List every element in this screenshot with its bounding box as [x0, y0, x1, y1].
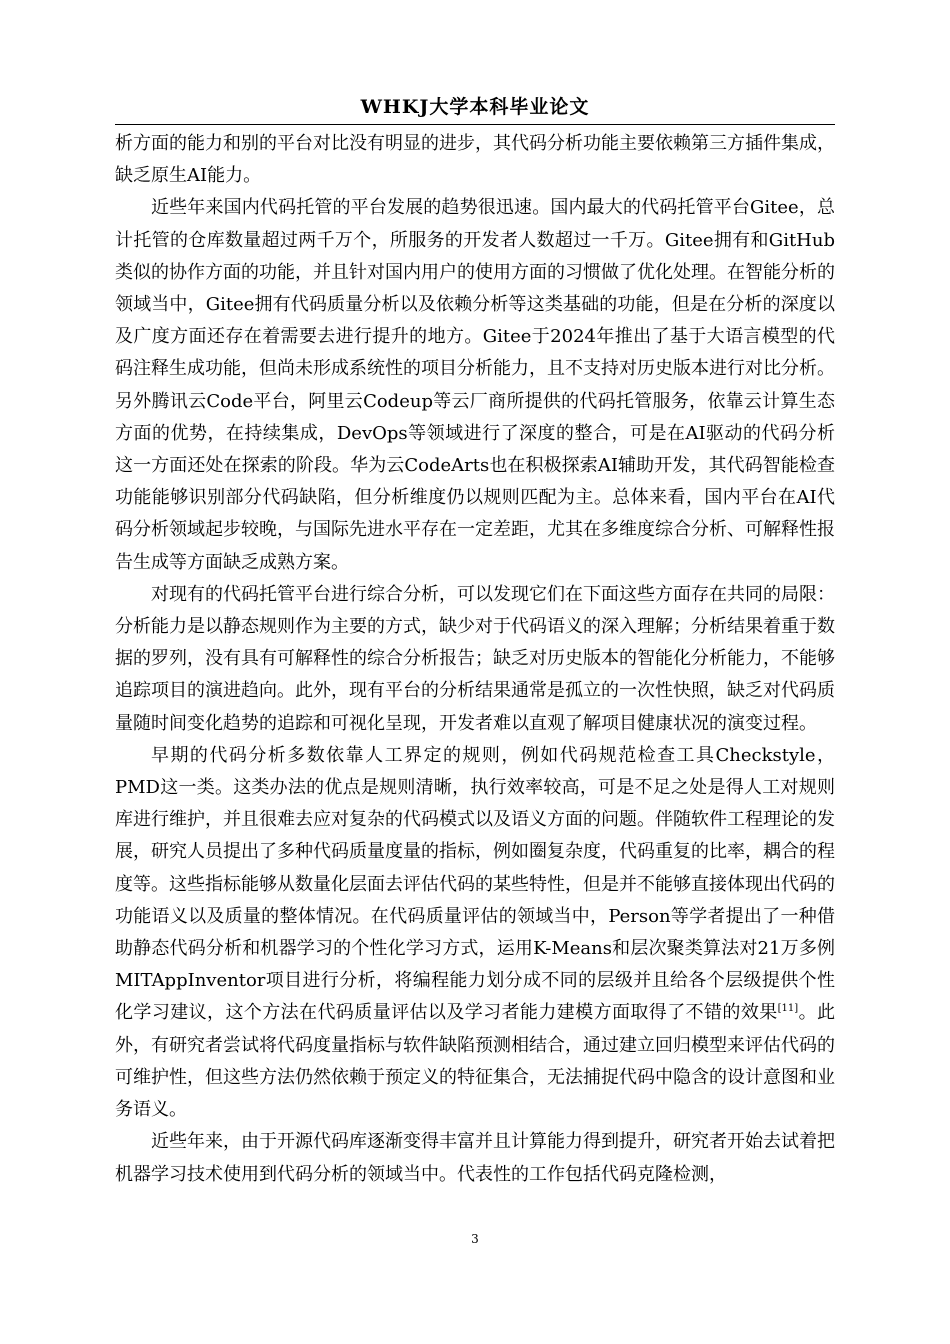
paragraph-early-analysis [115, 740, 835, 1126]
paragraph-machine-learning: 近些年来，由于开源代码库逐渐变得丰富并且计算能力得到提升，研究者开始去试着把机器学习技术使用到代码分析的领域当中。代表性的工作包括代码克隆检测， [115, 1131, 835, 1185]
paragraph-common-limitations: 对现有的代码托管平台进行综合分析，可以发现它们在下面这些方面存在共同的局限：分析能力是以静态规则作为主要的方式，缺少对于代码语义的深入理解；分析结果着重于数据的罗列，没有具有可解释性的综合分析报告；缺乏对历史版本的智能化分析能力，不能够追踪项目的演进趋向。此外，现有平台的分析结果通常是孤立的一次性快照，缺乏对代码质量随时间变化趋势的追踪和可视化呈现，开发者难以直观了解项目健康状况的演变过程。 [115, 583, 835, 734]
page-number: 3 [471, 1232, 479, 1246]
citation-reference: [11] [777, 1003, 799, 1015]
header-divider [115, 124, 835, 125]
paragraph-early-analysis-tail: 。此外，有研究者尝试将代码度量指标与软件缺陷预测相结合，通过建立回归模型来评估代码的可维护性，但这些方法仍然依赖于预定义的特征集合，无法捕捉代码中隐含的设计意图和业务语义。 [115, 1002, 836, 1121]
body-text [115, 128, 835, 1191]
page-header-title: WHKJ大学本科毕业论文 [360, 96, 590, 118]
paragraph-early-analysis-text: 早期的代码分析多数依靠人工界定的规则，例如代码规范检查工具Checkstyle，PMD这一类。这类办法的优点是规则清晰，执行效率较高，可是不足之处是得人工对规则库进行维护，并且很难去应对复杂的代码模式以及语义方面的问题。伴随软件工程理论的发展，研究人员提出了多种代码质量度量的指标，例如圈复杂度，代码重复的比率，耦合的程度等。这些指标能够从数量化层面去评估代码的某些特性，但是并不能够直接体现出代码的功能语义以及质量的整体情况。在代码质量评估的领域当中，Person等学者提出了一种借助静态代码分析和机器学习的个性化学习方式，运用K-Means和层次聚类算法对21万多例MITAppInventor项目进行分析，将编程能力划分成不同的层级并且给各个层级提供个性化学习建议，这个方法在代码质量评估以及学习者能力建模方面取得了不错的效果 [115, 744, 835, 1024]
paragraph-continued: 析方面的能力和别的平台对比没有明显的进步，其代码分析功能主要依赖第三方插件集成，缺乏原生AI能力。 [115, 133, 835, 187]
paragraph-domestic-platforms: 近些年来国内代码托管的平台发展的趋势很迅速。国内最大的代码托管平台Gitee，总计托管的仓库数量超过两千万个，所服务的开发者人数超过一千万。Gitee拥有和GitHub类似的协作方面的功能，并且针对国内用户的使用方面的习惯做了优化处理。在智能分析的领域当中，Gitee拥有代码质量分析以及依赖分析等这类基础的功能，但是在分析的深度以及广度方面还存在着需要去进行提升的地方。Gitee于2024年推出了基于大语言模型的代码注释生成功能，但尚未形成系统性的项目分析能力，且不支持对历史版本进行对比分析。另外腾讯云Code平台，阿里云Codeup等云厂商所提供的代码托管服务，依靠云计算生态方面的优势，在持续集成，DevOps等领域进行了深度的整合，可是在AI驱动的代码分析这一方面还处在探索的阶段。华为云CodeArts也在积极探索AI辅助开发，其代码智能检查功能能够识别部分代码缺陷，但分析维度仍以规则匹配为主。总体来看，国内平台在AI代码分析领域起步较晚，与国际先进水平存在一定差距，尤其在多维度综合分析、可解释性报告生成等方面缺乏成熟方案。 [115, 197, 835, 573]
